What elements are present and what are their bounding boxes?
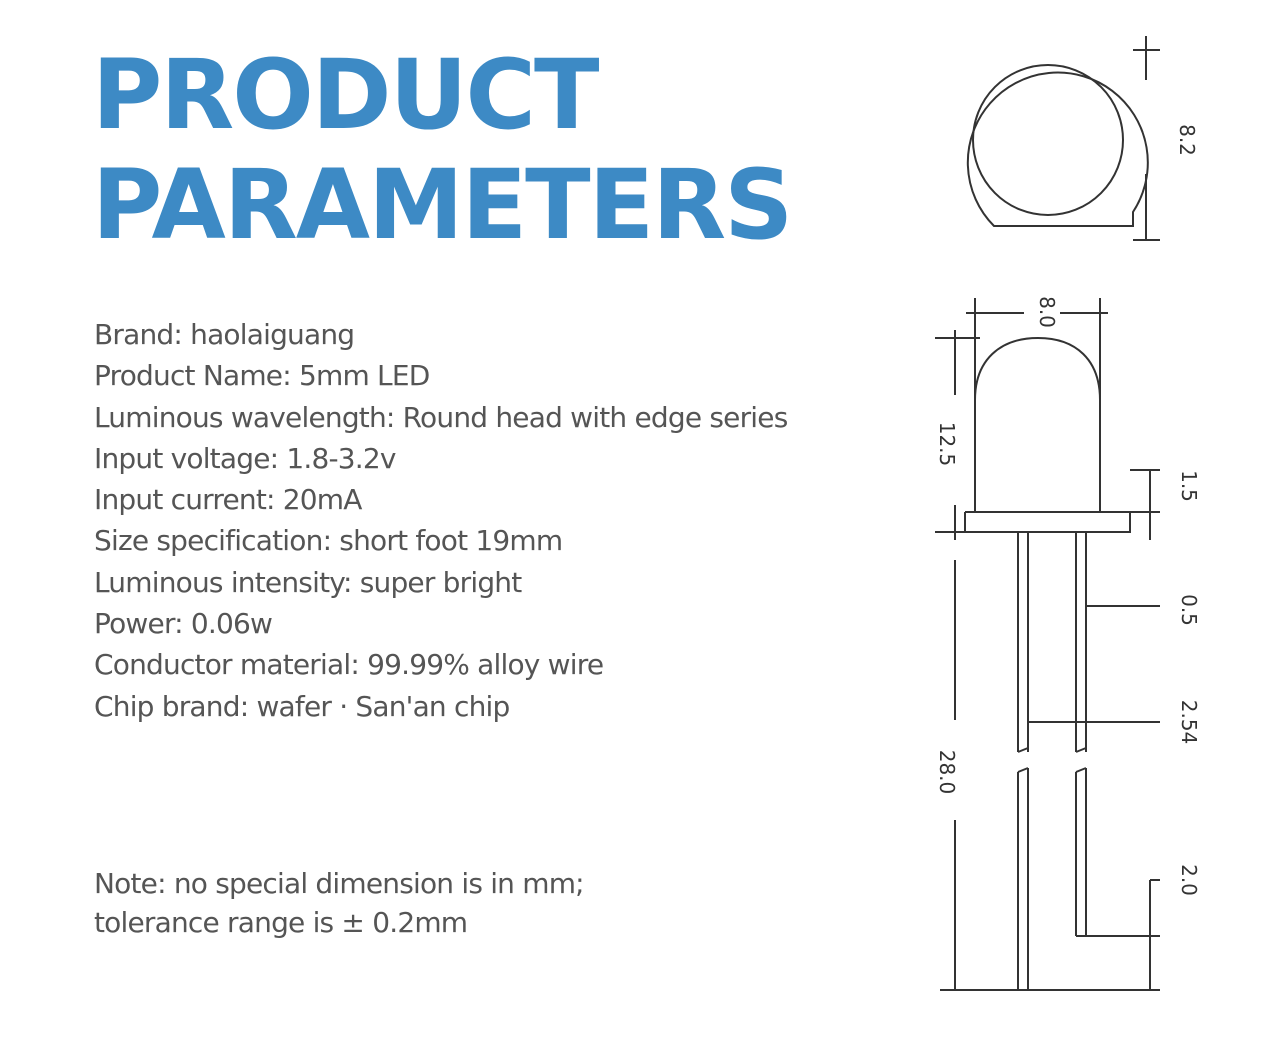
note-line-2: tolerance range is ± 0.2mm [94, 906, 468, 939]
led-side-view [935, 296, 1201, 990]
spec-chip: Chip brand: wafer · San'an chip [94, 689, 510, 723]
dim-head-width: 8.0 [1035, 296, 1059, 328]
dim-lead-offset: 2.0 [1177, 864, 1201, 896]
spec-size: Size specification: short foot 19mm [94, 524, 563, 558]
spec-input-current: Input current: 20mA [94, 483, 362, 517]
dim-total-length: 28.0 [935, 749, 959, 795]
dim-top-diameter: 8.2 [1175, 124, 1199, 156]
title-line-1: PRODUCT [92, 39, 598, 151]
dim-flange: 1.5 [1177, 470, 1201, 502]
spec-product-name: Product Name: 5mm LED [94, 359, 430, 393]
dim-head-height: 12.5 [935, 421, 959, 467]
spec-wavelength: Luminous wavelength: Round head with edge series [94, 400, 788, 434]
spec-power: Power: 0.06w [94, 607, 273, 641]
spec-input-voltage: Input voltage: 1.8-3.2v [94, 441, 396, 475]
dim-lead-width: 0.5 [1177, 594, 1201, 626]
note-line-1: Note: no special dimension is in mm; [94, 867, 584, 900]
spec-conductor: Conductor material: 99.99% alloy wire [94, 648, 604, 682]
title-line-2: PARAMETERS [92, 149, 792, 261]
spec-intensity: Luminous intensity: super bright [94, 565, 522, 599]
dim-lead-pitch: 2.54 [1177, 699, 1201, 745]
led-top-view [968, 36, 1199, 240]
spec-brand: Brand: haolaiguang [94, 318, 355, 351]
